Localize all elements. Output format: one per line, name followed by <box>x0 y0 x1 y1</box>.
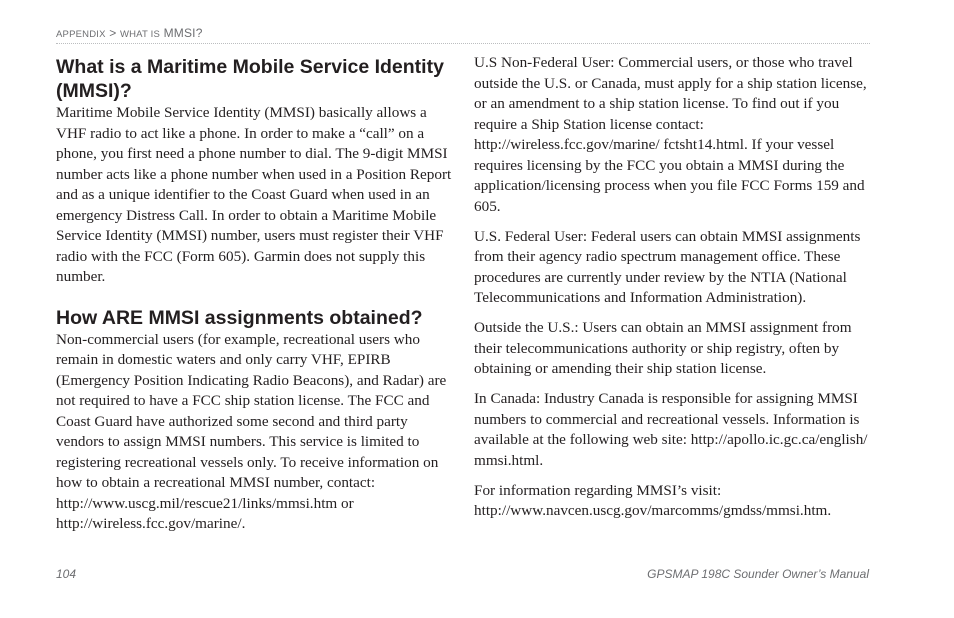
paragraph-non-commercial-users: Non-commercial users (for example, recreational users who remain in domestic waters and only carry VHF, EPIRB (Emergency Position Indicating Radio Beacons), and Radar) are not required to have a FCC ship station license. The FCC and Coast Guard have authorized some second and third party vendors to assign MMSI numbers. This service is limited to registering recreational vessels only. To receive information on how to obtain a recreational MMSI number, contact: http://www.uscg.mil/rescue21/links/mmsi.htm or http://wireless.fcc.gov/marine/. <box>56 330 447 532</box>
breadcrumb-page-suffix: MMSI? <box>160 26 203 40</box>
manual-title: GPSMAP 198C Sounder Owner’s Manual <box>647 567 869 581</box>
breadcrumb-section: APPENDIX <box>56 29 106 40</box>
paragraph-outside-us: Outside the U.S.: Users can obtain an MMSI assignment from their telecommunications authority or ship registry, often by obtaining or amending their ship station license. <box>474 319 852 377</box>
heading-how-obtained: How ARE MMSI assignments obtained? <box>56 306 423 329</box>
left-column <box>56 52 454 535</box>
right-column <box>474 53 874 531</box>
page-number: 104 <box>56 567 77 581</box>
breadcrumb-separator: > <box>105 26 120 40</box>
breadcrumb-page-prefix: WHAT IS <box>119 29 161 40</box>
paragraph-non-federal-user: U.S Non-Federal User: Commercial users, or those who travel outside the U.S. or Canada, must apply for a ship station license, or an amendment to a ship station license. To find out if you require a Ship Station license contact: http://wireless.fcc.gov/marine/ fctsht14.html. If your vessel requires licensing by the FCC you obtain a MMSI during the application/licensing process when you file FCC Forms 159 and 605. <box>474 54 867 215</box>
heading-what-is-mmsi: What is a Maritime Mobile Service Identity (MMSI)? <box>56 56 444 102</box>
breadcrumb <box>56 26 203 40</box>
paragraph-canada: In Canada: Industry Canada is responsible for assigning MMSI numbers to commercial and recreational vessels. Information is available at the following web site: http://apollo.ic.gc.ca/english/ mmsi.html. <box>474 390 868 469</box>
paragraph-mmsi-definition: Maritime Mobile Service Identity (MMSI) basically allows a VHF radio to act like a phone. In order to make a “call” on a phone, you first need a phone number to dial. The 9-digit MMSI number acts like a phone number when used in a Position Report and as a unique identifier to the Coast Guard when used in an emergency Distress Call. In order to obtain a Maritime Mobile Service Identity (MMSI) number, users must register their VHF radio with the FCC (Form 605). Garmin does not supply this number. <box>56 104 452 285</box>
paragraph-mmsi-info: For information regarding MMSI’s visit: http://www.navcen.uscg.gov/marcomms/gmdss/mmsi.htm. <box>474 481 832 519</box>
paragraph-federal-user: U.S. Federal User: Federal users can obtain MMSI assignments from their agency radio spectrum management office. These procedures are currently under review by the NTIA (National Telecommunications and Information Administration). <box>474 227 861 306</box>
header-rule <box>56 43 870 44</box>
